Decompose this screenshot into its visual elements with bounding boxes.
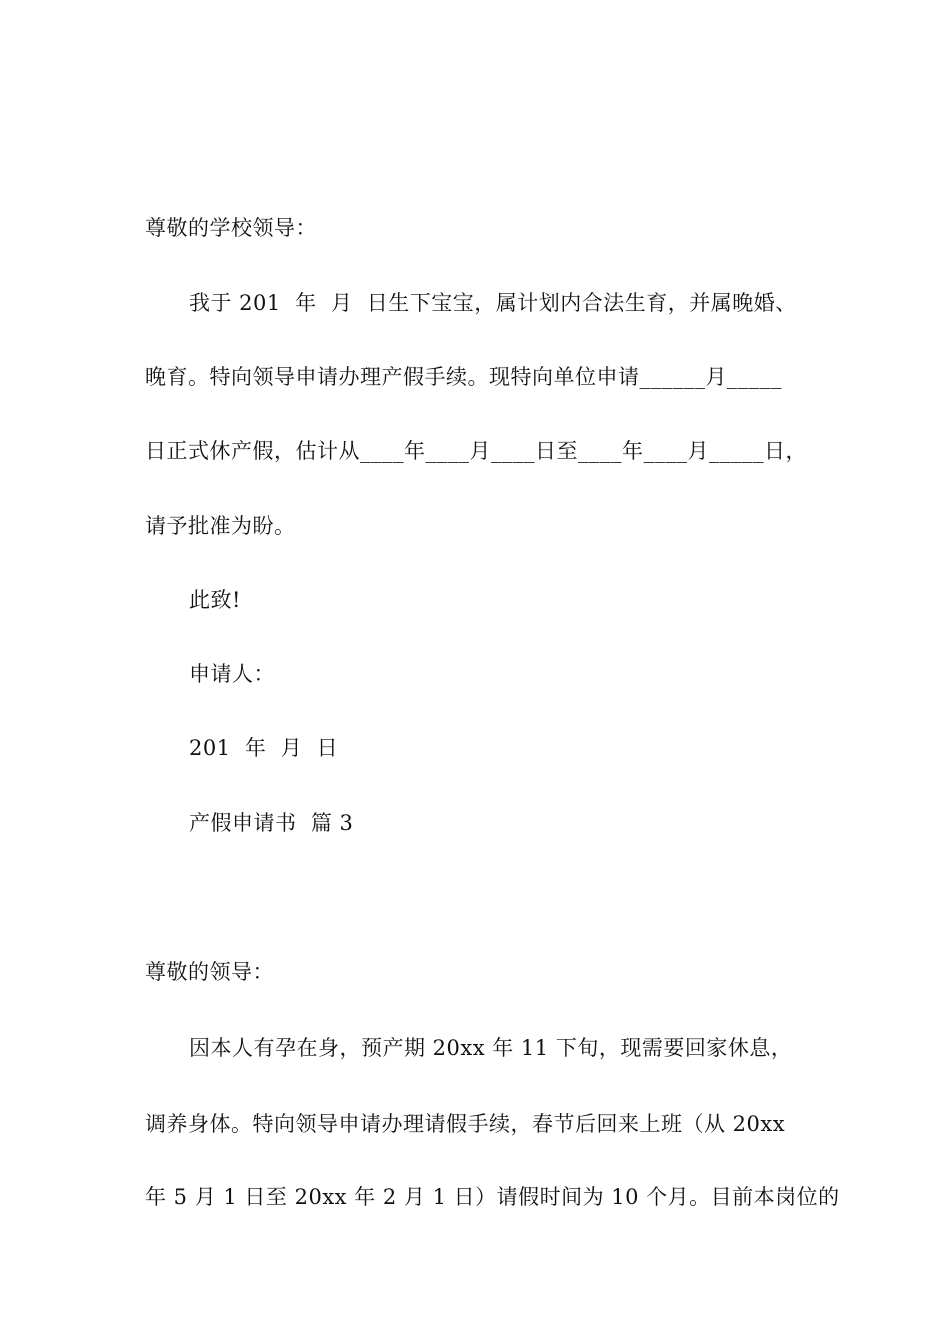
letter2-body-line-2: 调养身体。特向领导申请办理请假手续，春节后回来上班（从 20xx — [145, 1112, 786, 1136]
letter1-body-line-4: 请予批准为盼。 — [145, 514, 296, 538]
letter2-body-line-1: 因本人有孕在身，预产期 20xx 年 11 下旬，现需要回家休息， — [189, 1036, 793, 1060]
letter1-closing: 此致! — [189, 588, 241, 612]
letter1-body-line-3: 日正式休产假，估计从____年____月____日至____年____月_____日， — [145, 439, 807, 463]
letter1-salutation: 尊敬的学校领导： — [145, 216, 317, 240]
letter2-salutation: 尊敬的领导： — [145, 960, 274, 984]
letter1-applicant-label: 申请人： — [189, 662, 275, 686]
letter1-body-line-1: 我于 201 年 月 日生下宝宝，属计划内合法生育，并属晚婚、 — [189, 291, 797, 315]
letter2-body-line-3: 年 5 月 1 日至 20xx 年 2 月 1 日）请假时间为 10 个月。目前本岗位的 — [145, 1185, 840, 1209]
section-heading: 产假申请书 篇 3 — [189, 811, 354, 835]
letter1-body-line-2: 晚育。特向领导申请办理产假手续。现特向单位申请______月_____ — [145, 365, 782, 389]
letter1-date: 201 年 月 日 — [189, 736, 339, 760]
